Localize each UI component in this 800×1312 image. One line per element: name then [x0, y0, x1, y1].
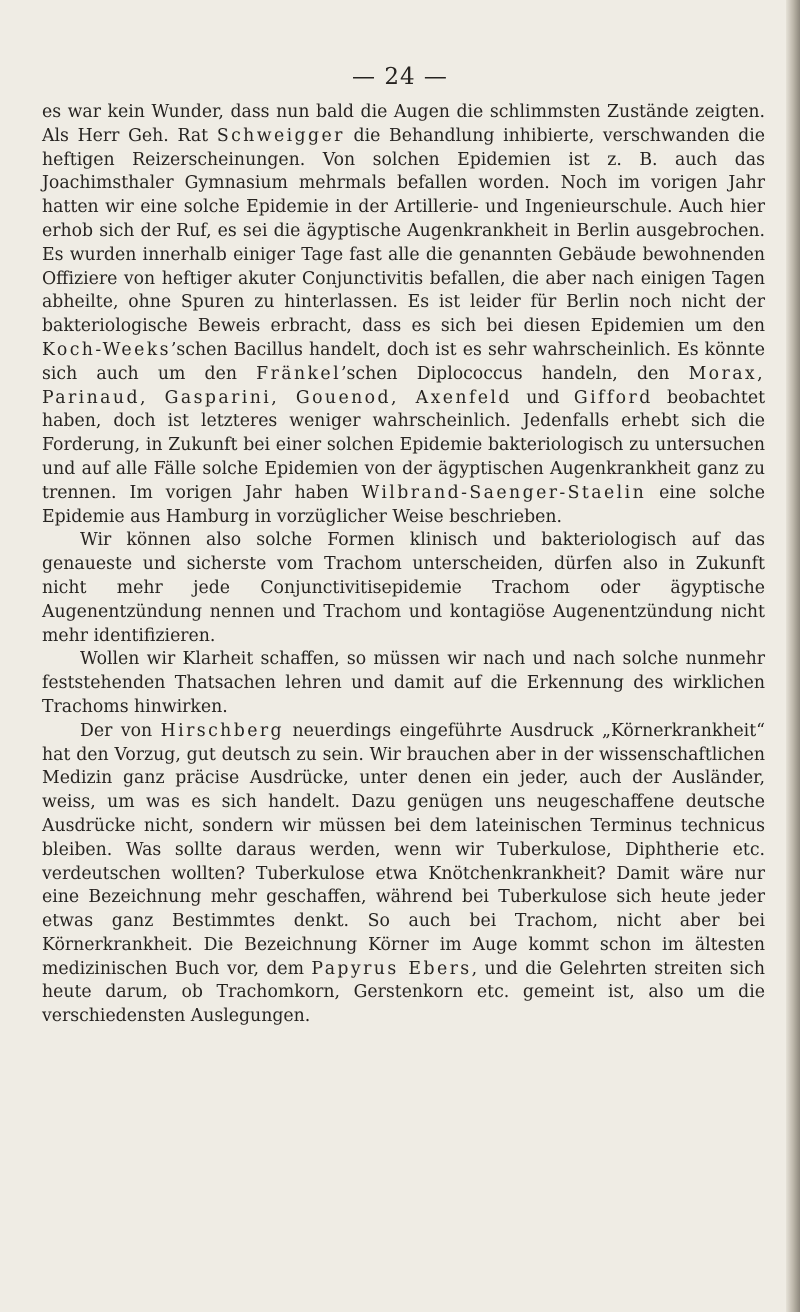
spaced-name: Schweigger [216, 125, 345, 146]
text-run: neuerdings eingeführte Ausdruck „Körnerkrankheit“ hat den Vorzug, gut deutsch zu sein. Wir brauchen aber in der wissenschaftlichen Medizin ganz präcise Ausdrücke, unter denen ein jeder, auch der Ausländer, weiss, um was es sich handelt. Dazu genügen uns neugeschaffene deutsche Ausdrücke nicht, sondern wir müssen bei dem lateinischen Terminus technicus bleiben. Was sollte daraus werden, wenn wir Tuberkulose, Diphtherie etc. verdeutschen wollten? Tuberkulose etwa Knötchenkrankheit? Damit wäre nur eine Bezeichnung mehr geschaffen, während bei Tuberkulose sich heute jeder etwas ganz Bestimmtes denkt. So auch bei Trachom, nicht aber bei Körnerkrankheit. Die Bezeichnung Körner im Auge kommt schon im ältesten medizinischen Buch vor, dem [42, 720, 765, 979]
spaced-name: Morax, Parinaud, Gasparini, Gouenod, Axenfeld [42, 363, 765, 408]
paragraph [42, 529, 765, 648]
text-run: Der von [80, 720, 161, 741]
text-run: ’schen Bacillus handelt, doch ist es sehr wahrscheinlich. Es könnte sich auch um den [42, 339, 765, 384]
text-run: und [511, 387, 574, 408]
text-run: die Behandlung inhibierte, verschwanden die heftigen Reizerscheinungen. Von solchen Epidemien ist z. B. auch das Joachimsthaler Gymnasium mehrmals befallen worden. Noch im vorigen Jahr hatten wir eine solche Epidemie in der Artillerie- und Ingenieurschule. Auch hier erhob sich der Ruf, es sei die ägyptische Augenkrankheit in Berlin ausgebrochen. Es wurden innerhalb einiger Tage fast alle die genannten Gebäude bewohnenden Offiziere von heftiger akuter Conjunctivitis befallen, die aber nach einigen Tagen abheilte, ohne Spuren zu hinterlassen. Es ist leider für Berlin noch nicht der bakteriologische Beweis erbracht, dass es sich bei diesen Epidemien um den [42, 125, 765, 337]
spaced-name: Koch-Weeks [42, 339, 171, 360]
text-run: ’schen Diplococcus handeln, den [341, 363, 689, 384]
text-run: Wir können also solche Formen klinisch und bakteriologisch auf das genaueste und sicherste vom Trachom unterscheiden, dürfen also in Zukunft nicht mehr jede Conjunctivitisepidemie Trachom oder ägyptische Augenentzündung nennen und Trachom und kontagiöse Augenentzündung nicht mehr identifizieren. [42, 530, 765, 646]
paragraph [42, 720, 765, 1029]
spaced-name: Gifford [573, 387, 653, 408]
paragraph [42, 648, 765, 719]
spaced-name: Papyrus Ebers [311, 958, 472, 979]
spaced-name: Fränkel [256, 363, 342, 384]
text-run: Wollen wir Klarheit schaffen, so müssen wir nach und nach solche nunmehr feststehenden Thatsachen lehren und damit auf die Erkennung des wirklichen Trachoms hinwirken. [42, 649, 765, 717]
page-spine-edge [786, 0, 800, 1312]
text-run: , und die Gelehrten streiten sich heute darum, ob Trachomkorn, Gerstenkorn etc. gemeint ist, also um die verschiedensten Auslegungen. [42, 958, 765, 1027]
page-number: — 24 — [352, 64, 448, 90]
spaced-name: Wilbrand-Saenger-Staelin [361, 482, 647, 503]
text-run: es war kein Wunder, dass nun bald die Augen die schlimmsten Zustände zeigten. Als Herr Geh. Rat [42, 102, 765, 146]
body-text [42, 101, 765, 1029]
text-run: eine solche Epidemie aus Hamburg in vorzüglicher Weise beschrieben. [42, 482, 765, 527]
paragraph [42, 101, 765, 529]
text-run: beobachtet haben, doch ist letzteres weniger wahrscheinlich. Jedenfalls erhebt sich die Forderung, in Zukunft bei einer solchen Epidemie bakteriologisch zu untersuchen und auf alle Fälle solche Epidemien von der ägyptischen Augenkrankheit ganz zu trennen. Im vorigen Jahr haben [42, 387, 766, 503]
spaced-name: Hirschberg [160, 720, 285, 741]
